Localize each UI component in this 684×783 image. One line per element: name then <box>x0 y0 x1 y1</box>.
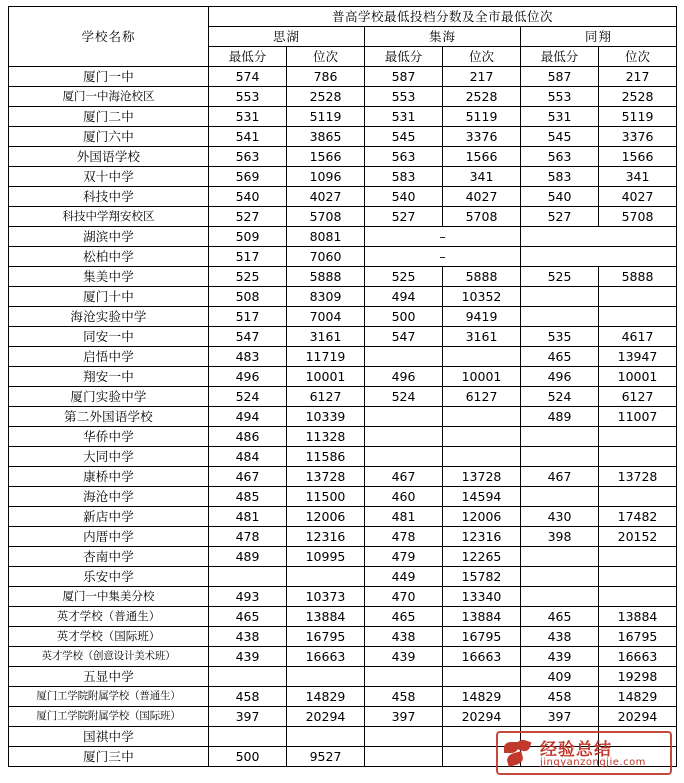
table-row <box>9 747 677 767</box>
score-cell <box>521 447 599 467</box>
score-cell: 217 <box>599 67 677 87</box>
score-cell <box>443 447 521 467</box>
score-cell <box>365 747 443 767</box>
score-cell: 458 <box>365 687 443 707</box>
score-cell: 465 <box>209 607 287 627</box>
score-cell: 545 <box>365 127 443 147</box>
score-cell: 2528 <box>443 87 521 107</box>
score-cell: 11500 <box>287 487 365 507</box>
score-cell: 483 <box>209 347 287 367</box>
school-name-cell: 乐安中学 <box>9 567 209 587</box>
table-row <box>9 467 677 487</box>
score-cell: 10352 <box>443 287 521 307</box>
score-cell: 540 <box>209 187 287 207</box>
score-cell: 496 <box>521 367 599 387</box>
score-cell: 439 <box>521 647 599 667</box>
score-cell: 14829 <box>443 687 521 707</box>
score-cell: 20294 <box>443 707 521 727</box>
school-name-cell: 集美中学 <box>9 267 209 287</box>
school-name-cell: 第二外国语学校 <box>9 407 209 427</box>
score-cell: 4027 <box>287 187 365 207</box>
score-cell: 531 <box>209 107 287 127</box>
score-cell: 10001 <box>599 367 677 387</box>
score-cell: 449 <box>365 567 443 587</box>
score-cell: 397 <box>365 707 443 727</box>
admission-scores-table <box>8 6 677 767</box>
score-cell: 563 <box>209 147 287 167</box>
score-cell <box>599 447 677 467</box>
score-cell: 430 <box>521 507 599 527</box>
header-school-name: 学校名称 <box>9 7 209 67</box>
school-name-cell: 松柏中学 <box>9 247 209 267</box>
score-cell: 16663 <box>599 647 677 667</box>
score-cell <box>599 747 677 767</box>
score-cell: 9419 <box>443 307 521 327</box>
score-cell: 531 <box>365 107 443 127</box>
score-cell: 6127 <box>443 387 521 407</box>
score-cell: 489 <box>209 547 287 567</box>
table-row <box>9 107 677 127</box>
score-cell <box>599 547 677 567</box>
score-cell: 493 <box>209 587 287 607</box>
table-row <box>9 147 677 167</box>
score-cell <box>521 287 599 307</box>
score-cell: 540 <box>521 187 599 207</box>
score-cell: 458 <box>209 687 287 707</box>
score-cell: 481 <box>365 507 443 527</box>
score-cell: 2528 <box>287 87 365 107</box>
score-cell: 496 <box>365 367 443 387</box>
header-sihu-minscore: 最低分 <box>209 47 287 67</box>
score-cell: 531 <box>521 107 599 127</box>
score-cell: 439 <box>209 647 287 667</box>
score-cell: 509 <box>209 227 287 247</box>
score-cell: 553 <box>521 87 599 107</box>
header-group-sihu: 思湖 <box>209 27 365 47</box>
score-cell: 20152 <box>599 527 677 547</box>
score-cell: 4617 <box>599 327 677 347</box>
score-cell <box>443 667 521 687</box>
score-cell: 486 <box>209 427 287 447</box>
score-cell: 467 <box>365 467 443 487</box>
table-header <box>9 7 677 67</box>
score-cell <box>287 567 365 587</box>
score-cell <box>443 427 521 447</box>
score-cell: 3376 <box>599 127 677 147</box>
score-cell: 540 <box>365 187 443 207</box>
score-cell-merged: – <box>365 227 521 247</box>
score-cell <box>521 547 599 567</box>
score-cell: 11007 <box>599 407 677 427</box>
table-row <box>9 187 677 207</box>
score-cell <box>599 487 677 507</box>
score-cell: 508 <box>209 287 287 307</box>
table-row <box>9 247 677 267</box>
watermark-title: 经验总结 <box>540 740 612 760</box>
score-cell: 458 <box>521 687 599 707</box>
score-cell: 13728 <box>443 467 521 487</box>
school-name-cell: 厦门二中 <box>9 107 209 127</box>
score-cell: 10339 <box>287 407 365 427</box>
score-cell <box>365 727 443 747</box>
score-cell: 11328 <box>287 427 365 447</box>
score-cell <box>365 347 443 367</box>
score-cell: 217 <box>443 67 521 87</box>
score-cell: 16663 <box>287 647 365 667</box>
table-row <box>9 587 677 607</box>
header-main-title: 普高学校最低投档分数及全市最低位次 <box>209 7 677 27</box>
score-cell: 500 <box>365 307 443 327</box>
score-cell: 5708 <box>287 207 365 227</box>
score-cell <box>599 307 677 327</box>
score-cell: 563 <box>521 147 599 167</box>
score-cell: 500 <box>209 747 287 767</box>
score-cell: 467 <box>209 467 287 487</box>
score-cell: 489 <box>521 407 599 427</box>
score-cell: 10001 <box>287 367 365 387</box>
score-cell <box>521 307 599 327</box>
header-group-jihai: 集海 <box>365 27 521 47</box>
score-cell: 470 <box>365 587 443 607</box>
score-cell: 5119 <box>287 107 365 127</box>
header-tongxiang-minscore: 最低分 <box>521 47 599 67</box>
school-name-cell: 海沧实验中学 <box>9 307 209 327</box>
school-name-cell: 科技中学 <box>9 187 209 207</box>
score-cell: 3161 <box>443 327 521 347</box>
score-cell: 496 <box>209 367 287 387</box>
score-cell: 3161 <box>287 327 365 347</box>
score-cell: 479 <box>365 547 443 567</box>
score-cell: 438 <box>365 627 443 647</box>
school-name-cell: 外国语学校 <box>9 147 209 167</box>
score-cell: 13728 <box>287 467 365 487</box>
score-cell: 517 <box>209 307 287 327</box>
score-cell: 786 <box>287 67 365 87</box>
score-cell: 13884 <box>443 607 521 627</box>
score-cell: 397 <box>209 707 287 727</box>
score-cell: 494 <box>209 407 287 427</box>
score-cell <box>521 487 599 507</box>
table-row <box>9 347 677 367</box>
school-name-cell: 湖滨中学 <box>9 227 209 247</box>
score-cell: 494 <box>365 287 443 307</box>
score-cell <box>209 727 287 747</box>
score-cell: 14829 <box>287 687 365 707</box>
score-cell <box>521 427 599 447</box>
score-cell <box>365 407 443 427</box>
score-cell <box>443 347 521 367</box>
table-row <box>9 267 677 287</box>
score-cell: 1096 <box>287 167 365 187</box>
school-name-cell: 英才学校（创意设计美术班） <box>9 647 209 667</box>
score-cell <box>521 727 599 747</box>
table-row <box>9 307 677 327</box>
score-cell: 541 <box>209 127 287 147</box>
score-cell: 583 <box>365 167 443 187</box>
table-row <box>9 167 677 187</box>
score-cell: 524 <box>521 387 599 407</box>
score-cell: 8081 <box>287 227 365 247</box>
score-cell: 553 <box>365 87 443 107</box>
school-name-cell: 大同中学 <box>9 447 209 467</box>
score-cell: 7004 <box>287 307 365 327</box>
score-cell: 478 <box>209 527 287 547</box>
header-tongxiang-rank: 位次 <box>599 47 677 67</box>
score-cell: 465 <box>521 347 599 367</box>
score-cell: 2528 <box>599 87 677 107</box>
score-cell: 5888 <box>599 267 677 287</box>
score-cell: 481 <box>209 507 287 527</box>
school-name-cell: 五显中学 <box>9 667 209 687</box>
score-cell <box>521 587 599 607</box>
score-cell: 17482 <box>599 507 677 527</box>
score-cell: 16795 <box>287 627 365 647</box>
score-cell: 20294 <box>599 707 677 727</box>
score-cell: 398 <box>521 527 599 547</box>
score-cell: 10001 <box>443 367 521 387</box>
table-row <box>9 407 677 427</box>
school-name-cell: 厦门一中海沧校区 <box>9 87 209 107</box>
score-cell: 5888 <box>443 267 521 287</box>
score-cell: 485 <box>209 487 287 507</box>
table-body <box>9 67 677 767</box>
score-cell: 4027 <box>599 187 677 207</box>
score-cell: 6127 <box>287 387 365 407</box>
school-name-cell: 启悟中学 <box>9 347 209 367</box>
score-cell: 535 <box>521 327 599 347</box>
score-cell: 527 <box>521 207 599 227</box>
score-cell: 13728 <box>599 467 677 487</box>
score-cell: 547 <box>365 327 443 347</box>
score-cell: 545 <box>521 127 599 147</box>
score-cell: 583 <box>521 167 599 187</box>
score-cell: 517 <box>209 247 287 267</box>
score-cell: 587 <box>521 67 599 87</box>
score-cell <box>365 447 443 467</box>
score-cell: 341 <box>599 167 677 187</box>
school-name-cell: 华侨中学 <box>9 427 209 447</box>
score-cell: 6127 <box>599 387 677 407</box>
score-cell: 524 <box>365 387 443 407</box>
score-cell <box>287 727 365 747</box>
score-cell <box>599 427 677 447</box>
table-row <box>9 67 677 87</box>
score-cell: 5708 <box>599 207 677 227</box>
score-cell: 16795 <box>443 627 521 647</box>
header-jihai-minscore: 最低分 <box>365 47 443 67</box>
score-cell: 527 <box>365 207 443 227</box>
score-cell: 525 <box>365 267 443 287</box>
score-cell-merged <box>521 227 677 247</box>
score-cell <box>209 567 287 587</box>
table-row <box>9 507 677 527</box>
score-cell: 525 <box>209 267 287 287</box>
table-row <box>9 447 677 467</box>
school-name-cell: 厦门一中 <box>9 67 209 87</box>
score-cell: 14594 <box>443 487 521 507</box>
score-cell: 438 <box>521 627 599 647</box>
score-cell <box>599 727 677 747</box>
score-cell: 547 <box>209 327 287 347</box>
school-name-cell: 厦门实验中学 <box>9 387 209 407</box>
school-name-cell: 英才学校（国际班） <box>9 627 209 647</box>
score-cell: 12316 <box>287 527 365 547</box>
school-name-cell: 厦门六中 <box>9 127 209 147</box>
score-cell: 16663 <box>443 647 521 667</box>
table-row <box>9 427 677 447</box>
score-cell <box>599 587 677 607</box>
table-row <box>9 87 677 107</box>
score-cell: 14829 <box>599 687 677 707</box>
score-cell <box>365 427 443 447</box>
table-row <box>9 547 677 567</box>
score-cell: 9527 <box>287 747 365 767</box>
table-row <box>9 227 677 247</box>
score-cell <box>443 747 521 767</box>
table-row <box>9 387 677 407</box>
score-cell <box>521 747 599 767</box>
score-cell: 12265 <box>443 547 521 567</box>
score-cell <box>599 567 677 587</box>
score-cell: 439 <box>365 647 443 667</box>
school-name-cell: 厦门工学院附属学校（国际班） <box>9 707 209 727</box>
score-cell: 3376 <box>443 127 521 147</box>
score-cell <box>521 567 599 587</box>
school-name-cell: 翔安一中 <box>9 367 209 387</box>
score-cell: 11719 <box>287 347 365 367</box>
table-row <box>9 627 677 647</box>
score-cell <box>287 667 365 687</box>
table-row <box>9 287 677 307</box>
score-cell: 460 <box>365 487 443 507</box>
school-name-cell: 双十中学 <box>9 167 209 187</box>
school-name-cell: 厦门三中 <box>9 747 209 767</box>
table-row <box>9 567 677 587</box>
score-cell: 569 <box>209 167 287 187</box>
school-name-cell: 国祺中学 <box>9 727 209 747</box>
score-cell: 397 <box>521 707 599 727</box>
score-cell: 341 <box>443 167 521 187</box>
score-cell: 5888 <box>287 267 365 287</box>
school-name-cell: 科技中学翔安校区 <box>9 207 209 227</box>
table-row <box>9 487 677 507</box>
score-cell: 11586 <box>287 447 365 467</box>
score-cell-merged <box>521 247 677 267</box>
score-cell: 563 <box>365 147 443 167</box>
score-cell: 13884 <box>287 607 365 627</box>
score-cell: 1566 <box>599 147 677 167</box>
score-table-document <box>0 6 684 783</box>
school-name-cell: 内厝中学 <box>9 527 209 547</box>
table-row <box>9 207 677 227</box>
score-cell: 465 <box>365 607 443 627</box>
score-cell: 5119 <box>443 107 521 127</box>
score-cell: 4027 <box>443 187 521 207</box>
score-cell <box>209 667 287 687</box>
table-row <box>9 327 677 347</box>
school-name-cell: 厦门工学院附属学校（普通生） <box>9 687 209 707</box>
school-name-cell: 新店中学 <box>9 507 209 527</box>
score-cell: 524 <box>209 387 287 407</box>
score-cell: 553 <box>209 87 287 107</box>
score-cell: 12006 <box>287 507 365 527</box>
table-row <box>9 367 677 387</box>
score-cell: 1566 <box>443 147 521 167</box>
score-cell: 1566 <box>287 147 365 167</box>
table-row <box>9 607 677 627</box>
table-row <box>9 687 677 707</box>
score-cell: 484 <box>209 447 287 467</box>
score-cell: 19298 <box>599 667 677 687</box>
score-cell: 478 <box>365 527 443 547</box>
score-cell: 12006 <box>443 507 521 527</box>
table-row <box>9 127 677 147</box>
score-cell: 15782 <box>443 567 521 587</box>
score-cell: 10995 <box>287 547 365 567</box>
school-name-cell: 同安一中 <box>9 327 209 347</box>
table-row <box>9 707 677 727</box>
header-row-title <box>9 7 677 27</box>
header-group-tongxiang: 同翔 <box>521 27 677 47</box>
table-row <box>9 667 677 687</box>
score-cell: 8309 <box>287 287 365 307</box>
school-name-cell: 康桥中学 <box>9 467 209 487</box>
table-row <box>9 647 677 667</box>
score-cell: 10373 <box>287 587 365 607</box>
score-cell: 465 <box>521 607 599 627</box>
school-name-cell: 海沧中学 <box>9 487 209 507</box>
score-cell: 525 <box>521 267 599 287</box>
score-cell: 3865 <box>287 127 365 147</box>
score-cell: 409 <box>521 667 599 687</box>
score-cell: 5119 <box>599 107 677 127</box>
score-cell: 574 <box>209 67 287 87</box>
school-name-cell: 厦门十中 <box>9 287 209 307</box>
header-sihu-rank: 位次 <box>287 47 365 67</box>
score-cell: 5708 <box>443 207 521 227</box>
score-cell: 13947 <box>599 347 677 367</box>
school-name-cell: 杏南中学 <box>9 547 209 567</box>
table-row <box>9 727 677 747</box>
watermark-subtitle: jingyanzongjie.com <box>540 757 646 768</box>
score-cell: 13884 <box>599 607 677 627</box>
score-cell: 12316 <box>443 527 521 547</box>
header-jihai-rank: 位次 <box>443 47 521 67</box>
score-cell: 16795 <box>599 627 677 647</box>
score-cell <box>443 727 521 747</box>
score-cell: 438 <box>209 627 287 647</box>
score-cell <box>599 287 677 307</box>
score-cell: 13340 <box>443 587 521 607</box>
score-cell: 7060 <box>287 247 365 267</box>
score-cell: 527 <box>209 207 287 227</box>
score-cell: 467 <box>521 467 599 487</box>
table-row <box>9 527 677 547</box>
score-cell: 20294 <box>287 707 365 727</box>
score-cell: 587 <box>365 67 443 87</box>
school-name-cell: 英才学校（普通生） <box>9 607 209 627</box>
school-name-cell: 厦门一中集美分校 <box>9 587 209 607</box>
score-cell <box>443 407 521 427</box>
score-cell <box>365 667 443 687</box>
score-cell-merged: – <box>365 247 521 267</box>
